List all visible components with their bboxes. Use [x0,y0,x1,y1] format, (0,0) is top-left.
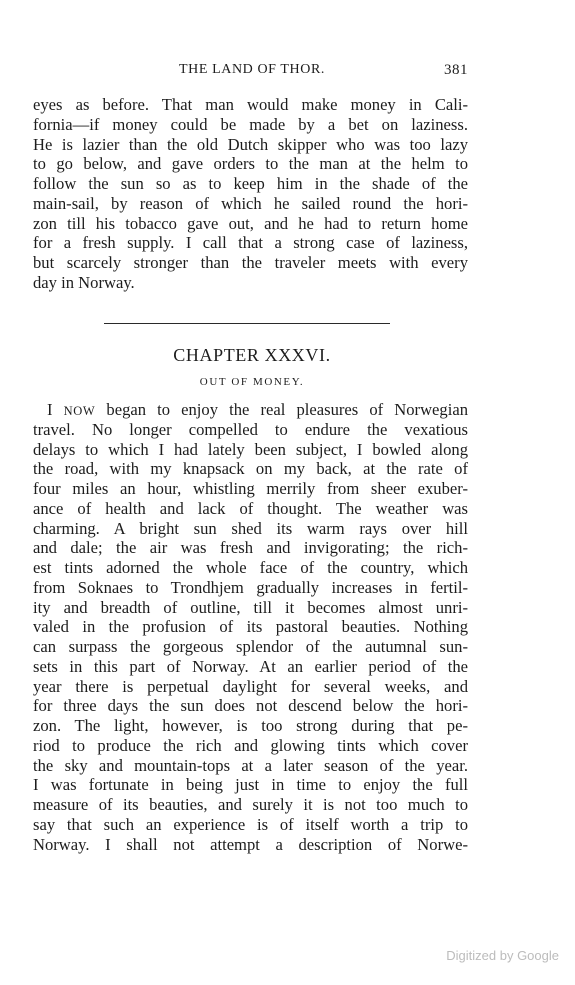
first-line-rest: began to enjoy the real pleasures of Norwegian [95,400,468,419]
text-line: valed in the profusion of its pastoral beauties. Nothing [33,617,468,637]
text-line: He is lazier than the old Dutch skipper who was too lazy [33,134,468,154]
text-line: to go below, and gave orders to the man at the helm to [33,154,468,174]
digitization-watermark: Digitized by Google [446,948,559,963]
text-line: charming. A bright sun shed its warm rays over hill [33,518,468,538]
text-line: say that such an experience is of itself worth a trip to [33,814,468,834]
text-line: and dale; the air was fresh and invigorating; the rich- [33,538,468,558]
page-header [36,62,468,84]
text-line: zon. The light, however, is too strong during that pe- [33,716,468,735]
running-head: THE LAND OF THOR. [178,62,326,77]
text-line: from Soknaes to Trondhjem gradually increases in fertil- [33,577,468,597]
opening-capital: I [47,400,53,419]
opening-small-caps: NOW [63,404,96,418]
chapter-subtitle: OUT OF MONEY. [199,376,305,388]
text-line: I was fortunate in being just in time to enjoy the full [33,775,468,795]
text-line: travel. No longer compelled to endure the vexatious [33,419,468,439]
text-line-first [33,400,468,420]
text-line: delays to which I had lately been subject, I bowled along [33,439,468,459]
text-line: ity and breadth of outline, till it becomes almost unri- [33,597,468,617]
text-line: the sky and mountain-tops at a later season of the year. [33,755,468,775]
text-line: eyes as before. That man would make money in Cali- [33,95,468,114]
text-line: zon till his tobacco gave out, and he had to return home [33,213,468,233]
text-line: for three days the sun does not descend below the hori- [33,696,468,716]
text-line: measure of its beauties, and surely it is not too much to [33,795,468,814]
text-line: ance of health and lack of thought. The weather was [33,498,468,518]
text-line: four miles an hour, whistling merrily from sheer exuber- [33,479,468,498]
section-divider-rule [104,323,390,324]
text-line: can surpass the gorgeous splendor of the autumnal sun- [33,637,468,656]
chapter-opening-paragraph [33,400,468,854]
text-line: day in Norway. [33,272,135,292]
text-line: riod to produce the rich and glowing tints which cover [33,735,468,755]
text-line: year there is perpetual daylight for several weeks, and [33,676,468,696]
page-number: 381 [444,62,468,78]
text-line: Norway. I shall not attempt a description of Norwe- [33,834,468,854]
text-line: sets in this part of Norway. At an earlier period of the [33,656,468,676]
previous-chapter-paragraph [33,95,468,293]
text-line: follow the sun so as to keep him in the shade of the [33,174,468,193]
text-line: for a fresh supply. I call that a strong case of laziness, [33,233,468,253]
text-line: main-sail, by reason of which he sailed round the hori- [33,193,468,213]
text-line: the road, with my knapsack on my back, at the rate of [33,459,468,479]
text-line: but scarcely stronger than the traveler meets with every [33,253,468,272]
chapter-title: CHAPTER XXXVI. [173,345,331,365]
text-line: fornia—if money could be made by a bet on laziness. [33,114,468,134]
text-line: est tints adorned the whole face of the country, which [33,558,468,577]
